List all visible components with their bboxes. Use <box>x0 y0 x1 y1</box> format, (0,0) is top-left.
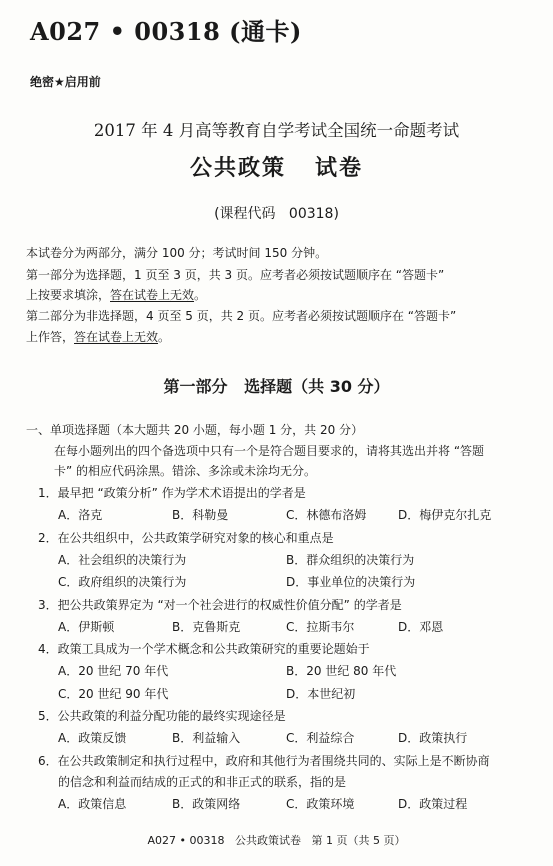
question-4-option-c: C．20 世纪 90 年代 <box>58 687 169 701</box>
question-2-option-b: B．群众组织的决策行为 <box>286 553 415 567</box>
exam-title: 2017 年 4 月高等教育自学考试全国统一命题考试 <box>93 121 460 140</box>
intro-line-1: 本试卷分为两部分，满分 100 分；考试时间 150 分钟。 <box>26 246 328 260</box>
question-5-option-b: B．利益输入 <box>172 731 241 745</box>
question-2-option-d: D．事业单位的决策行为 <box>286 575 416 589</box>
page-footer: A027 • 00318 公共政策试卷 第 1 页（共 5 页） <box>147 834 406 847</box>
instruction-line-2: 卡” 的相应代码涂黑。错涂、多涂或未涂均无分。 <box>54 464 317 478</box>
question-3-stem: 3．把公共政策界定为 “对一个社会进行的权威性价值分配” 的学者是 <box>38 598 402 612</box>
question-5-stem: 5．公共政策的利益分配功能的最终实现途径是 <box>38 709 286 723</box>
intro-line-5-c: 。 <box>158 330 171 344</box>
instruction-line-1: 在每小题列出的四个备选项中只有一个是符合题目要求的，请将其选出并将 “答题 <box>54 444 485 458</box>
intro-line-5-a: 上作答， <box>26 330 75 344</box>
intro-line-3 <box>26 286 206 303</box>
question-6-option-a: A．政策信息 <box>58 797 127 811</box>
question-2-option-c: C．政府组织的决策行为 <box>58 575 187 589</box>
paper-title: 公共政策 试卷 <box>190 156 363 181</box>
intro-line-4: 第二部分为非选择题，4 页至 5 页，共 2 页。应考者必须按试题顺序在 “答题卡” <box>26 309 457 323</box>
question-1-stem: 1．最早把 “政策分析” 作为学术术语提出的学者是 <box>38 486 306 500</box>
intro-line-3-c: 。 <box>194 288 207 302</box>
intro-line-5 <box>26 328 170 345</box>
intro-line-5-invalid: 答在试卷上无效 <box>74 330 159 344</box>
question-4-stem: 4．政策工具成为一个学术概念和公共政策研究的重要论题始于 <box>38 642 370 656</box>
question-1-option-c: C．林德布洛姆 <box>286 508 367 522</box>
secret-label: 绝密★启用前 <box>30 75 101 89</box>
question-3-option-d: D．邓恩 <box>398 620 444 634</box>
paper-code-header: A027 • 00318 (通卡) <box>30 17 302 46</box>
part-one-heading: 第一部分 选择题（共 30 分） <box>163 377 390 396</box>
question-6-stem-cont: 的信念和利益而结成的正式的和非正式的联系，指的是 <box>58 775 347 789</box>
question-4-option-b: B．20 世纪 80 年代 <box>286 664 397 678</box>
question-6-option-d: D．政策过程 <box>398 797 468 811</box>
question-1-option-a: A．洛克 <box>58 508 103 522</box>
question-4-option-d: D．本世纪初 <box>286 687 356 701</box>
question-3-option-a: A．伊斯顿 <box>58 620 115 634</box>
question-1-option-b: B．科勒曼 <box>172 508 229 522</box>
question-1-option-d: D．梅伊克尔扎克 <box>398 508 492 522</box>
question-2-option-a: A．社会组织的决策行为 <box>58 553 187 567</box>
intro-line-2: 第一部分为选择题，1 页至 3 页，共 3 页。应考者必须按试题顺序在 “答题卡” <box>26 268 445 282</box>
question-5-option-c: C．利益综合 <box>286 731 355 745</box>
question-3-option-c: C．拉斯韦尔 <box>286 620 355 634</box>
intro-line-3-invalid: 答在试卷上无效 <box>110 288 195 302</box>
question-6-option-b: B．政策网络 <box>172 797 241 811</box>
question-2-stem: 2．在公共组织中，公共政策学研究对象的核心和重点是 <box>38 531 334 545</box>
question-6-stem: 6．在公共政策制定和执行过程中，政府和其他行为者围绕共同的、实际上是不断协商 <box>38 754 490 768</box>
question-4-option-a: A．20 世纪 70 年代 <box>58 664 169 678</box>
question-6-option-c: C．政策环境 <box>286 797 355 811</box>
question-5-option-d: D．政策执行 <box>398 731 468 745</box>
question-3-option-b: B．克鲁斯克 <box>172 620 241 634</box>
question-5-option-a: A．政策反馈 <box>58 731 127 745</box>
intro-line-3-a: 上按要求填涂， <box>26 288 111 302</box>
course-code: (课程代码 00318) <box>214 206 339 222</box>
section-title: 一、单项选择题（本大题共 20 小题，每小题 1 分，共 20 分） <box>26 423 364 437</box>
